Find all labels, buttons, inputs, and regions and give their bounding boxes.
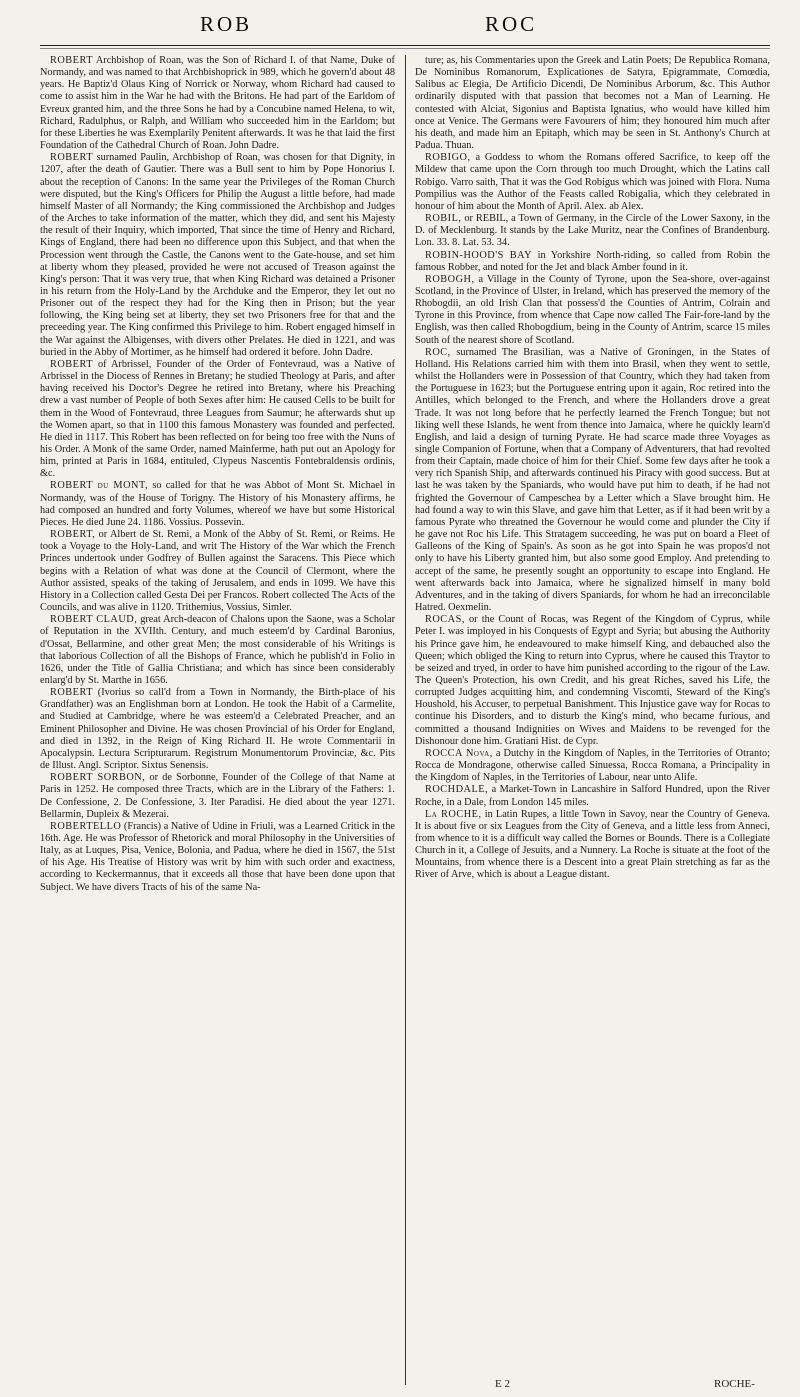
entry-text: a Village in the County of Tyrone, upon the Sea-shore, over-against Scotland, in the Province of Ulster, in Ireland, which has preserved the memory of the Rhobogdii, an old Irish Clan that possess'd the Counties of Antrim, Colrain and Tyrone in this Province, from whence that Cape now called The Fair-fore-land by the English, was then called Rhobogdium, being in the County of Antrim, scarce 15 miles South of the nearest shore of Scotland. bbox=[415, 273, 770, 346]
dictionary-entry bbox=[40, 821, 395, 894]
entry-text: a Goddess to whom the Romans offered Sacrifice, to keep off the Mildew that came upon the Corn through too much Drought, which the Latins call Robigo. Varro saith, That it was the God Robigus which was joined with Flora. Numa Pompilius was the Author of the Feasts called Robigalia, which they celebrated in honour of him about the Month of April. Alex. ab Alex. bbox=[415, 152, 770, 212]
entry-headword: La ROCHE, bbox=[425, 808, 482, 820]
column-divider bbox=[405, 55, 406, 1385]
entry-text: a Dutchy in the Kingdom of Naples, in the Territories of Otranto; Rocca de Mondragone, otherwise called Sinuessa, Rocca Romana, a Principality in the Kingdom of Naples, in the Territories of Labour, near unto Alife. bbox=[415, 747, 770, 784]
entry-text: of Arbrissel, Founder of the Order of Fontevraud, was a Native of Arbrissel in the Diocess of Rennes in Bretany; he studied Theology at Paris, and after having received his Doctor's Degree he retired into Bretany, where his Preaching drew a vast number of People of both Sexes after him: He caused Cells to be built for them in the Wood of Fontevraud, three Leagues from Saumur; he afterwards shut up the Women apart, so that in 1100 this famous Monastery was founded and perfected. He died in 1117. This Robert has been reflected on for being too free with the Nuns of his Order. A Monk of the same Order, named Mainferme, hath put out an Apology for him, printed at Paris in 1684, entituled, Clypeus Nascentis Fontebraldensis ordinis, &c. bbox=[40, 358, 395, 480]
dictionary-entry bbox=[40, 529, 395, 614]
entry-text: in Latin Rupes, a little Town in Savoy, near the Country of Geneva. It is about five or six Leagues from the City of Geneva, and a little less from Anneci, from whence to it is a difficult way called the Bornes or Bounds. There is a Collegiate Church in it, a College of Jesuits, and a Nunnery. La Roche is situate at the foot of the Mountains, from whence there is a Descent into a great Plain stretching as far as the River of Arve, which is about a League distant. bbox=[415, 808, 770, 881]
dictionary-entry bbox=[415, 55, 770, 152]
entry-headword: ROBERT SORBON, bbox=[50, 772, 146, 784]
entry-text: a Market-Town in Lancashire in Salford Hundred, upon the River Roche, in a Dale, from London 145 miles. bbox=[415, 784, 770, 808]
entry-text: (Francis) a Native of Udine in Friuli, was a Learned Critick in the 16th. Age. He was Professor of Rhetorick and moral Philosophy in the Universities of Italy, as at Luques, Pisa, Venice, Bolonia, and Padua, where he died in 1567, the 51st of his Age. His Treatise of History was writ by him with such order and exactness, according to Keckermannus, that it exceeds all those that have been done upon that Subject. We have divers Tracts of his of the same Na- bbox=[40, 820, 395, 893]
left-column bbox=[40, 55, 395, 1385]
dictionary-entry bbox=[40, 359, 395, 481]
entry-headword: ROC, bbox=[425, 346, 451, 358]
head-rule bbox=[40, 45, 770, 46]
dictionary-entry bbox=[415, 274, 770, 347]
running-head bbox=[0, 10, 800, 50]
entry-headword: ROBERT bbox=[50, 358, 94, 370]
dictionary-entry bbox=[40, 772, 395, 821]
dictionary-entry bbox=[415, 748, 770, 784]
dictionary-entry bbox=[415, 614, 770, 748]
dictionary-entry bbox=[40, 480, 395, 529]
entry-text: or Albert de St. Remi, a Monk of the Abby of St. Remi, or Reims. He took a Voyage to the Holy-Land, and writ The History of the War which the French Princes undertook under Godfrey of Bullen against the Saracens. This Piece which begins with a Relation of what was done at the Council of Clermont, where the Author assisted, speaks of the taking of Jerusalem, and ends in 1099. We have this History in a Collection called Gesta Dei per Francos. Robert collected The Acts of the Councils, and was alive in 1120. Trithemius, Vossius, Simler. bbox=[40, 529, 395, 614]
catchword: ROCHE- bbox=[714, 1378, 755, 1390]
entry-text: or the Count of Rocas, was Regent of the Kingdom of Cyprus, while Peter I. was imployed in his Conquests of Egypt and Syria; but abusing the Authority his Prince gave him, he endeavoured to make himself King, and debauched also the Queen; which obliged the King to return into Cyprus, where he caused this Traytor to be seized and tryed, in order to have him punished according to the rigour of the Law. The Queen's Protection, his own Credit, and his great Riches, saved his Life, the corrupted Judges acquitting him, and condemning Viscomti, Steward of the King's Houshold, his Accuser, to perpetual Banishment. This Injustice gave way for Rocas to continue his Disorders, and to disturb the King's mind, who became furious, and committed a thousand Indignities on Wives and Maidens to be revenged for the Dishonour done him. Gratiani Hist. de Cypr. bbox=[415, 614, 770, 747]
dictionary-entry bbox=[415, 784, 770, 808]
entry-text: in Yorkshire North-riding, so called from Robin the famous Robber, and noted for the Jet and black Amber found in it. bbox=[415, 249, 770, 273]
dictionary-entry bbox=[40, 687, 395, 772]
entry-headword: ROBERT bbox=[50, 55, 94, 66]
entry-headword: ROBIGO, bbox=[425, 152, 471, 164]
entry-text: so called for that he was Abbot of Mont St. Michael in Normandy, was of the House of Torigny. The History of his Monastery affirms, he had composed an hundred and forty Volumes, whereof we have but some Historical Pieces. He died June 24. 1186. Vossius. Possevin. bbox=[40, 480, 395, 528]
entry-text: or REBIL, a Town of Germany, in the Circle of the Lower Saxony, in the D. of Mecklenburg. It stands by the Lake Muritz, near the Confines of Brandenburg. Lon. 33. 8. Lat. 53. 34. bbox=[415, 213, 770, 249]
entry-headword: ROBOGH, bbox=[425, 273, 475, 285]
dictionary-entry bbox=[40, 55, 395, 152]
entry-headword: ROBERTELLO bbox=[50, 820, 122, 832]
entry-headword: ROCCA Nova, bbox=[425, 747, 493, 759]
entry-text: Archbishop of Roan, was the Son of Richard I. of that Name, Duke of Normandy, and was named to that Archbishoprick in 989, which he govern'd about 48 years. He Baptiz'd Olaus King of Norrick or Norway, whom Richard had caused to come to assist him in the War he had with the Britons. He had part of the Earldom of Evreux granted him, and the three Sons he had by a Concubine named Helena, to wit, Richard, Radulphus, or Ralph, and William who succeeded him in the Earldom; but for these Liberties he was Exemplarily Penitent afterwards. It was he that laid the first Foundation of the Cathedral Church of Roan. John Dadre. bbox=[40, 55, 395, 152]
right-column bbox=[415, 55, 770, 1385]
dictionary-entry bbox=[415, 250, 770, 274]
running-head-right: ROC bbox=[485, 12, 538, 36]
entry-text: surnamed The Brasilian, was a Native of Groningen, in the States of Holland. His Relations carried him with them into Brasil, when they went to settle, whilst the Hollanders were in Possession of that Country, which they had taken from the Portuguese in 1623; but the Portuguese entring upon it again, Roc retired into the Antilles, which belonged to the French, and where the Hollanders drove a great Trade. It was not long before that he perfectly learned the French Tongue; but not liking well these Islands, he went from thence into Jamaica, where he quickly learn'd English, and laid a design of turning Pyrate. He had scarce made three Voyages as single Companion of Fortune, when that a Company of Adventurers, that had revolted from their Captain, made choice of him for their Chief. Some few days after he took a very rich Spanish Ship, and afterwards continued his Piracy with good success. But at last he was taken by the Spaniards, who would have put him to death, if he had not frighted the Governour of Campeschea by a Letter which a Slave brought him. He had found a way to win this Slave, and gave him that Letter, as if it had been writ by a famous Pyrate who threatned the Governour he would come and plunder the City if he gave not Roc his Life. This Stratagem succeeding, he was put on board a Fleet of Galleons of the King of Spain's. As soon as he got into Spain he was propos'd not only to have his Liberty granted him, but also some good Employ. And pretending to accept of the same, he presently sought an opportunity to escape into England. He went afterwards back into Jamaica, where he signalized himself in many bold Adventures, and in the taking of divers Spaniards, for whom he had an irreconcilable Hatred. Oexmelin. bbox=[415, 346, 770, 614]
entry-text: (Ivorius so call'd from a Town in Normandy, the Birth-place of his Grandfather) was an Englishman born at London. He took the Habit of a Carmelite, and Studied at Cambridge, where he was esteem'd a Celebrated Preacher, and an Eminent Philosopher and Divine. He was chosen Provincial of his Order for England, and died in 1392, in the Reign of King Richard II. He wrote Commentarii in Apocalypsin. Lectura Scripturarum. Registrum Monumentorum Provinciæ, &c. Pits de Illust. Angl. Scriptor. Sixtus Senensis. bbox=[40, 687, 395, 772]
entry-headword: ROBERT CLAUD, bbox=[50, 614, 138, 626]
entry-headword: ROBERT du MONT, bbox=[50, 480, 149, 492]
dictionary-entry bbox=[415, 213, 770, 249]
dictionary-entry bbox=[415, 809, 770, 882]
entry-text: surnamed Paulin, Archbishop of Roan, was chosen for that Dignity, in 1207, after the death of Gautier. There was a Bull sent to him by Pope Honorius I. about the reception of Canons: In the same year the Privileges of the Roman Church were disputed, but the King's Officers for Philip the August a little before, had made himself Master of all Normandy; the King commissioned the Archbishop and Judges of the Arches to take information of the matter, which they did, and sent his Majesty the result of their Inquiry, which imported, That since the time of Henry and Richard, Kings of England, there had been no difference upon this Subject, and that when the Procession went through the Castle, the Canons went to the Gate-house, and set him at liberty whom they pleased, provided he were not accused of Treason against the King's person: That it was very true, that when King Richard was detained a Prisoner in his return from the Holy-Land by the Archduke and the Emperor, they let out no Prisoner out of the respect they had for the King then in Prison; but the year following, the King being set at liberty, they set two Prisoners free for that and the preceeding year. The King confirmed this Privilege to him. Robert engaged himself in the War against the Albigenses, with divers other Prelates. He died in 1221, and was buried in the Abby of Mortimer, as he himself had ordered it before. John Dadre. bbox=[40, 152, 395, 358]
entry-headword: ROBERT, bbox=[50, 529, 96, 541]
entry-headword: ROBIN-HOOD'S BAY bbox=[425, 249, 533, 261]
dictionary-entry bbox=[415, 347, 770, 614]
dictionary-entry bbox=[40, 152, 395, 359]
head-rule-thin bbox=[40, 48, 770, 49]
entry-text: great Arch-deacon of Chalons upon the Saone, was a Scholar of Reputation in the XVIIth. Century, and much esteem'd by Cardinal Baronius, d'Ossat, Bellarmine, and other great Men; the most considerable of his Writings is that laborious Collection of all the Bishops of France, which he publish'd in Folio in 1626, under the Title of Gallia Christiana; and which has since been considerably enlarg'd by St. Marthe in 1656. bbox=[40, 614, 395, 686]
dictionary-entry bbox=[40, 614, 395, 687]
running-head-left: ROB bbox=[200, 12, 253, 36]
entry-headword: ROCHDALE, bbox=[425, 784, 489, 796]
entry-headword: ROBERT bbox=[50, 152, 94, 164]
page-footer bbox=[0, 1378, 800, 1392]
signature-mark: E 2 bbox=[495, 1378, 510, 1390]
entry-headword: ROCAS, bbox=[425, 614, 465, 626]
entry-text: or de Sorbonne, Founder of the College of that Name at Paris in 1252. He composed three Tracts, which are in the Library of the Fathers: 1. De Confessione, 2. De Confessione, 3. Iter Paradisi. He died about the year 1271. Bellarmin, Dupleix & Mezerai. bbox=[40, 772, 395, 820]
entry-headword: ROBERT bbox=[50, 687, 94, 699]
dictionary-entry bbox=[415, 152, 770, 213]
entry-text: ture; as, his Commentaries upon the Greek and Latin Poets; De Republica Romana, De Nominibus Romanorum, Explicationes de Satyra, Epigrammate, Comœdia, Salibus ac Elegia, De Artificio Dicendi, De Nominibus Arborum, &c. This Author ordinarily disputed with that passion that becomes not a Man of Learning. He contested with Alciat, Sigonius and Baptista Ignatius, who would have killed him once at Venice. The Germans were Favourers of him; they honoured him much after his death, and made him an Epitaph, which may be seen in St. Anthony's Church at Padua. Thuan. bbox=[415, 55, 770, 152]
entry-headword: ROBIL, bbox=[425, 213, 462, 225]
